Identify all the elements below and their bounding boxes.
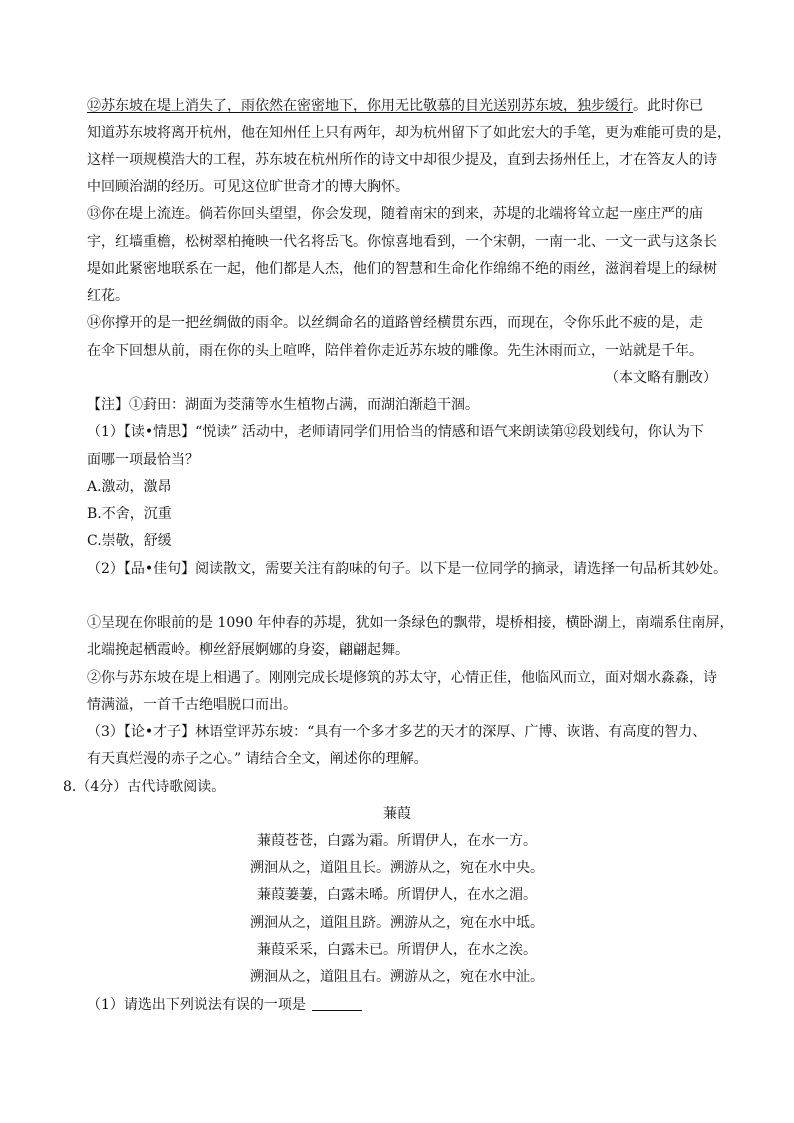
para13-line3: 堤如此紧密地联系在一起，他们都是人杰，他们的智慧和生命化作绵绵不绝的雨丝，滋润着堤上的绿树 [87, 261, 717, 277]
q1-option-a: A.激动，激昂 [87, 479, 172, 495]
para12-line2: 知道苏东坡将离开杭州，他在知州任上只有两年，却为杭州留下了如此宏大的手笔，更为难能可贵的是， [87, 125, 731, 141]
q1-line2: 面哪一项最恰当？ [87, 452, 199, 468]
para13-line1: ⑬你在堤上流连。倘若你回头望望，你会发现，随着南宋的到来，苏堤的北端将耸立起一座庄严的庙 [87, 206, 703, 222]
q3-line2: 有天真烂漫的赤子之心。” 请结合全文，阐述你的理解。 [87, 751, 428, 767]
q8-sub1 [87, 996, 362, 1014]
para12-line1 [87, 97, 703, 115]
q8-sub1-text: （1）请选出下列说法有误的一项是 [87, 997, 306, 1013]
poem-line-4: 溯洄从之，道阻且跻。溯游从之，宛在水中坻。 [250, 915, 544, 931]
source-note: （本文略有删改） [605, 370, 717, 386]
para12-rest: 。此时你已 [633, 98, 703, 114]
answer-blank[interactable] [312, 996, 362, 1011]
q2-line1: （2）【品•佳句】阅读散文，需要关注有韵味的句子。以下是一位同学的摘录，请选择一句品析其妙处。 [87, 561, 728, 577]
para12-marker: ⑫ [87, 98, 101, 114]
poem-line-2: 溯洄从之，道阻且长。溯游从之，宛在水中央。 [250, 860, 544, 876]
q2-sentence2-line2: 情满溢，一首千古绝唱脱口而出。 [87, 697, 297, 713]
q1-line1: （1）【读•情思】“悦读” 活动中，老师请同学们用恰当的情感和语气来朗读第⑫段划线句，你认为下 [87, 424, 704, 440]
poem-line-6: 溯洄从之，道阻且右。溯游从之，宛在水中沚。 [250, 969, 544, 985]
para12-line3: 这样一项规模浩大的工程，苏东坡在杭州所作的诗文中却很少提及，直到去扬州任上，才在答友人的诗 [87, 152, 717, 168]
footnote: 【注】①葑田：湖面为茭蒲等水生植物占满，而湖泊渐趋干涸。 [87, 397, 479, 413]
q8-heading: 8.（4分）古代诗歌阅读。 [63, 779, 226, 795]
q2-sentence2-line1: ②你与苏东坡在堤上相遇了。刚刚完成长堤修筑的苏太守，心情正佳，他临风而立，面对烟水淼淼，诗 [87, 670, 717, 686]
poem-line-5: 蒹葭采采，白露未已。所谓伊人，在水之涘。 [257, 942, 537, 958]
para13-line4: 红花。 [87, 288, 129, 304]
q2-sentence1-line1: ①呈现在你眼前的是 1090 年仲春的苏堤，犹如一条绿色的飘带，堤桥相接，横卧湖上，南端系住南屏， [87, 615, 734, 631]
para14-line1: ⑭你撑开的是一把丝绸做的雨伞。以丝绸命名的道路曾经横贯东西，而现在，令你乐此不疲的是，走 [87, 315, 703, 331]
para14-line2: 在伞下回想从前，雨在你的头上喧哗，陪伴着你走近苏东坡的雕像。先生沐雨而立，一站就是千年。 [87, 343, 703, 359]
poem-line-3: 蒹葭萋萋，白露未晞。所谓伊人，在水之湄。 [257, 887, 537, 903]
para12-underlined-sentence [87, 98, 633, 114]
q1-option-b: B.不舍，沉重 [87, 506, 172, 522]
q1-option-c: C.崇敬，舒缓 [87, 533, 172, 549]
poem-line-1: 蒹葭苍苍，白露为霜。所谓伊人，在水一方。 [257, 833, 537, 849]
q3-line1: （3）【论•才子】林语堂评苏东坡：“具有一个多才多艺的天才的深厚、广博、诙谐、有高度的智力、 [87, 724, 707, 740]
para12-line4: 中回顾治湖的经历。可见这位旷世奇才的博大胸怀。 [87, 179, 409, 195]
para13-line2: 宇，红墙重檐，松树翠柏掩映一代名将岳飞。你惊喜地看到，一个宋朝，一南一北、一文一武与这条长 [87, 234, 717, 250]
q2-sentence1-line2: 北端挽起栖霞岭。柳丝舒展婀娜的身姿，翩翩起舞。 [87, 642, 409, 658]
poem-title: 蒹葭 [383, 806, 411, 822]
para12-underlined-text: 苏东坡在堤上消失了，雨依然在密密地下，你用无比敬慕的目光送别苏东坡，独步缓行 [101, 98, 633, 114]
